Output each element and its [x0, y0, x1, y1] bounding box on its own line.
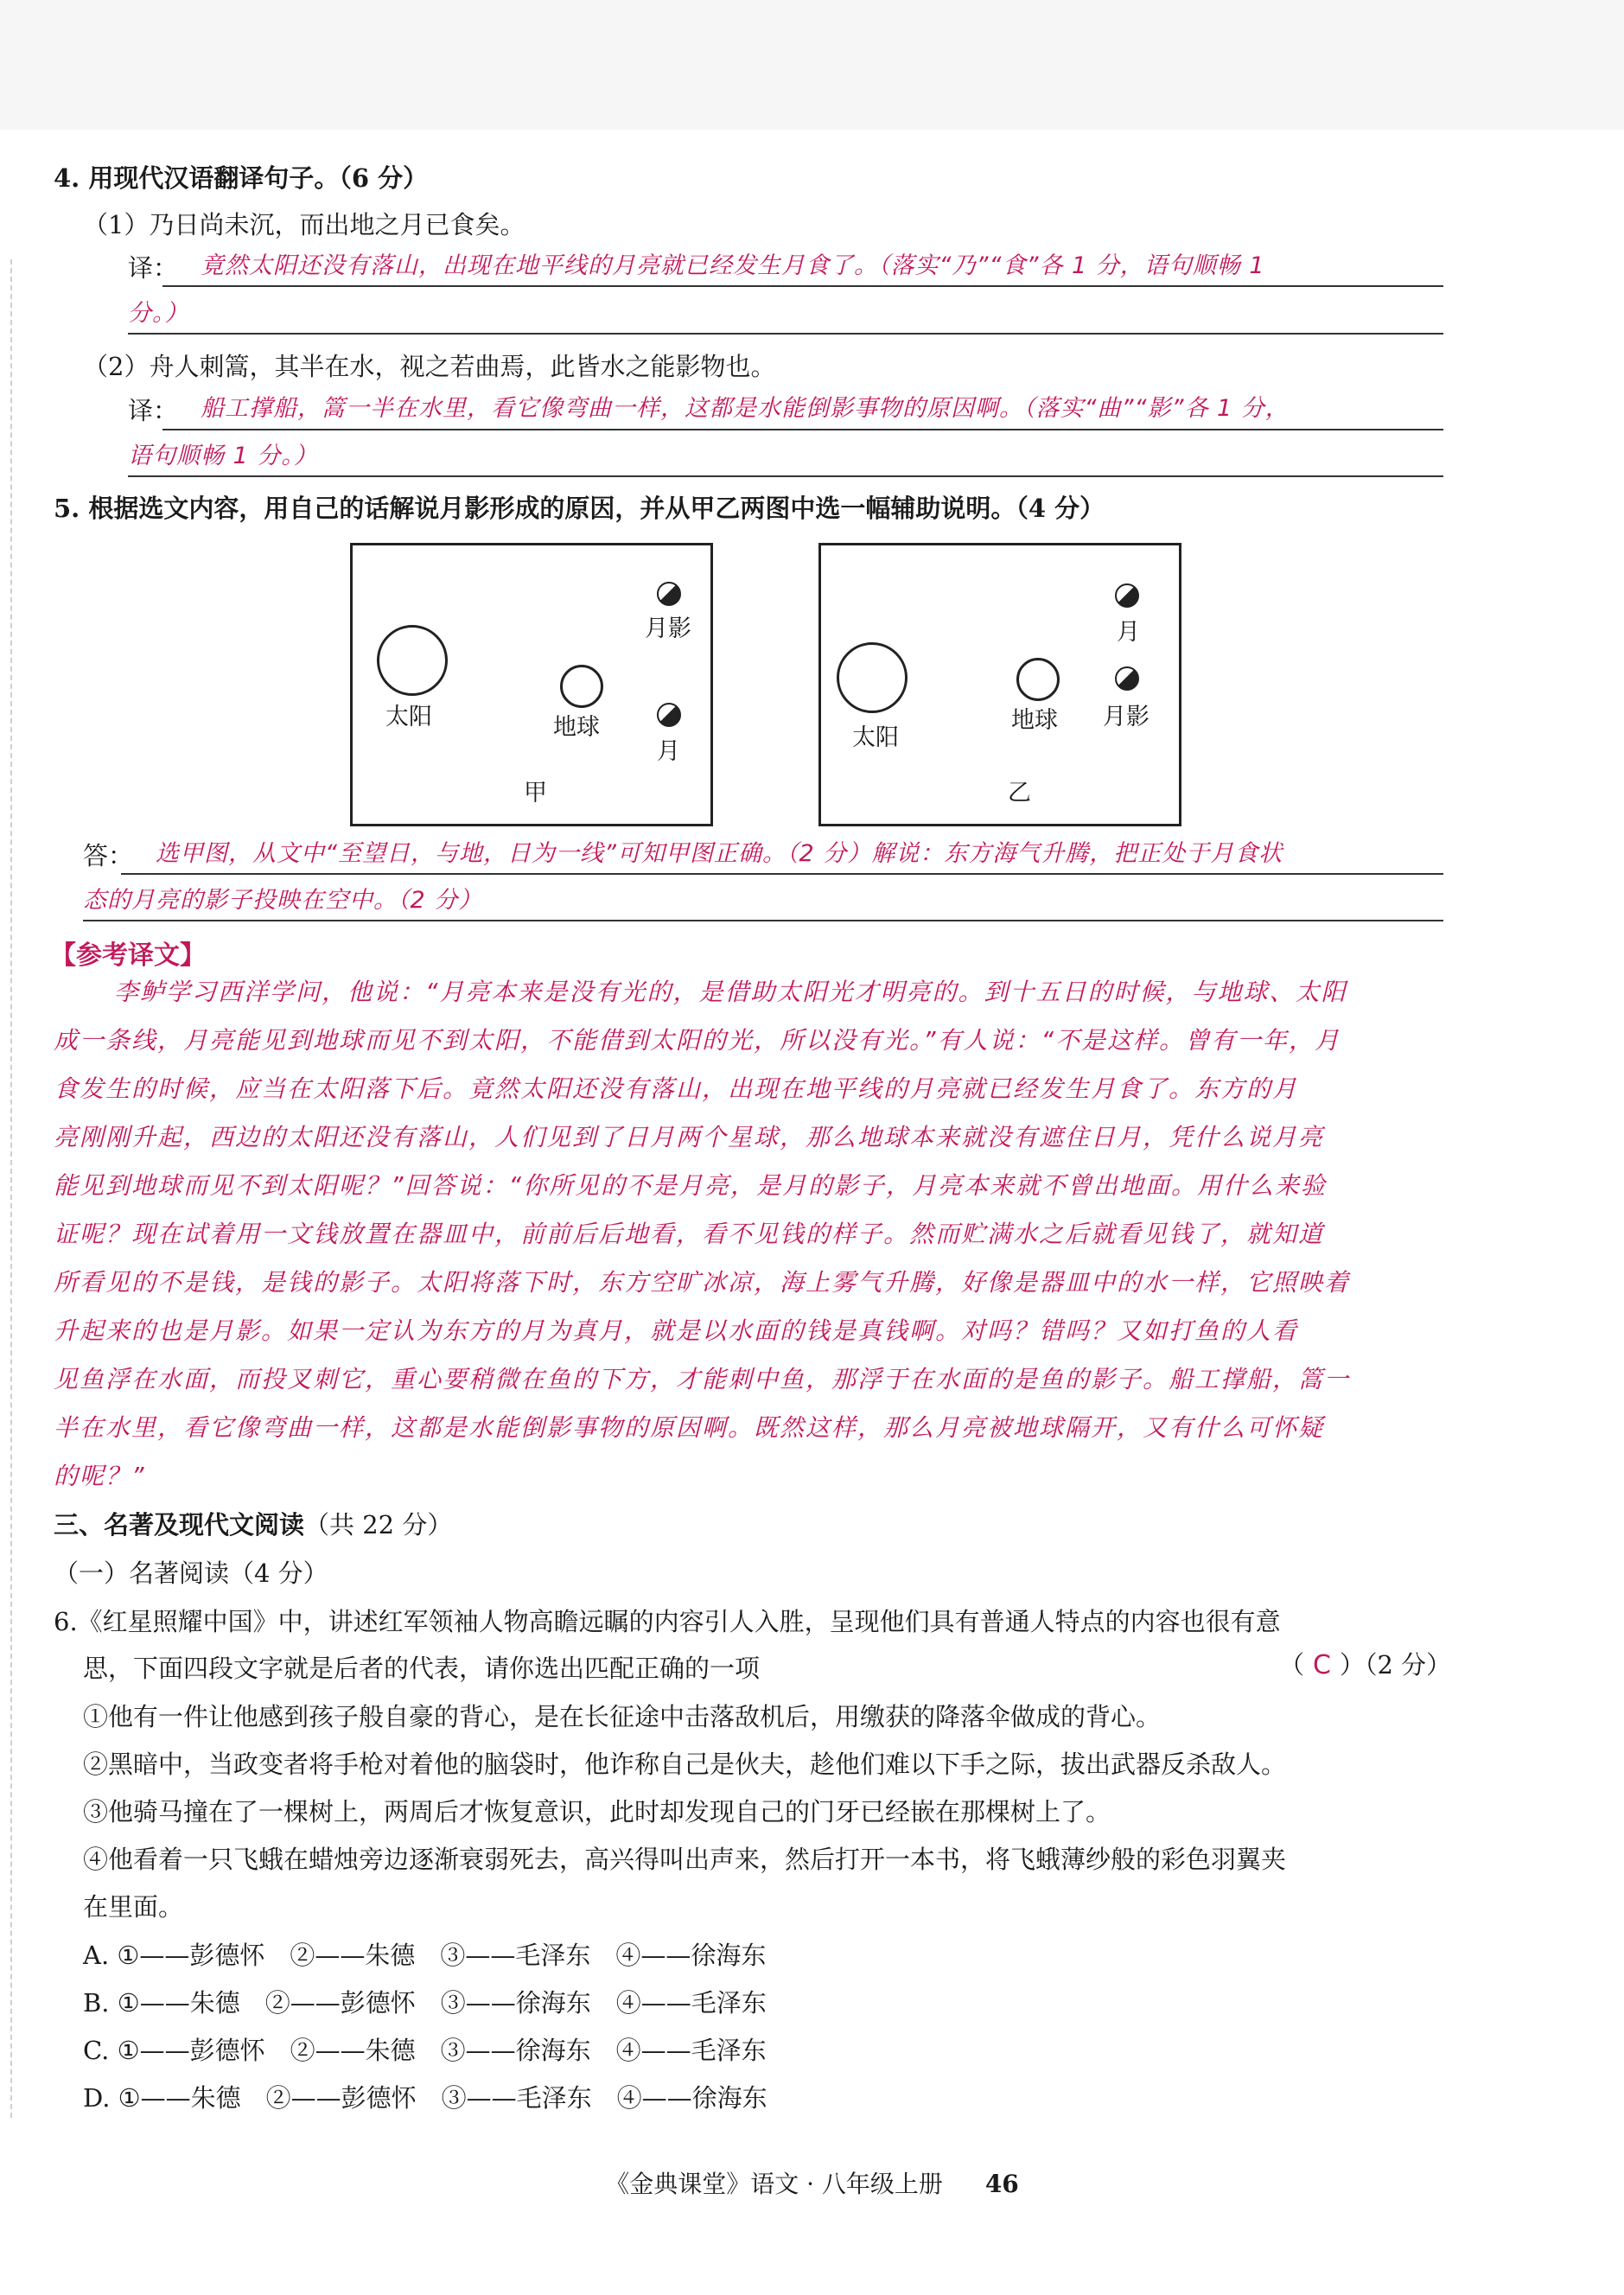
answer-rule — [128, 475, 1443, 477]
q4-answer-2a: 船工撑船，篙一半在水里，看它像弯曲一样，这都是水能倒影事物的原因啊。（落实“曲”“影”各 1 分， — [201, 395, 1290, 422]
section-3-subtitle: （一）名著阅读（4 分） — [54, 1559, 328, 1588]
q6-option-a: A. ①——彭德怀 ②——朱德 ③——毛泽东 ④——徐海东 — [83, 1941, 767, 1970]
q6-option-c: C. ①——彭德怀 ②——朱德 ③——徐海东 ④——毛泽东 — [83, 2036, 767, 2065]
section-3-score: （共 22 分） — [304, 1510, 453, 1540]
q6-item: ③他骑马撞在了一棵树上，两周后才恢复意识，此时却发现自己的门牙已经嵌在那棵树上了。 — [83, 1797, 1111, 1826]
q4-title: 4. 用现代汉语翻译句子。（6 分） — [54, 163, 429, 193]
reference-line: 半在水里，看它像弯曲一样，这都是水能倒影事物的原因啊。既然这样，那么月亮被地球隔开，又有什么可怀疑 — [54, 1413, 1325, 1442]
q6-item: ④他看着一只飞蛾在蜡烛旁边逐渐衰弱死去，高兴得叫出声来，然后打开一本书，将飞蛾薄纱般的彩色羽翼夹 — [83, 1845, 1287, 1874]
earth-label: 地球 — [1011, 707, 1058, 734]
binding-edge — [10, 259, 14, 2118]
moon-shadow-label: 月影 — [645, 615, 691, 642]
q6-answer: C — [1313, 1650, 1331, 1680]
reference-line: 李鲈学习西洋学问，他说：“月亮本来是没有光的，是借助太阳光才明亮的。到十五日的时候，与地球、太阳 — [114, 978, 1347, 1006]
q5-answer-a: 选甲图，从文中“至望日，与地，日为一线”可知甲图正确。（2 分）解说：东方海气升腾，把正处于月食状 — [156, 840, 1283, 867]
page-top-band — [0, 0, 1624, 130]
q5-answer-label: 答： — [83, 841, 134, 870]
reference-line: 成一条线，月亮能见到地球而见不到太阳，不能借到太阳的光，所以没有光。”有人说：“不是这样。曾有一年，月 — [54, 1026, 1341, 1055]
reference-line: 升起来的也是月影。如果一定认为东方的月为真月，就是以水面的钱是真钱啊。对吗？错吗？又如打鱼的人看 — [54, 1316, 1299, 1345]
sun-label: 太阳 — [852, 724, 899, 751]
page-footer — [0, 2165, 1624, 2200]
moon-shadow-label: 月影 — [1103, 704, 1150, 730]
reference-line: 亮刚刚升起，西边的太阳还没有落山，人们见到了日月两个星球，那么地球本来就没有遮住日月，凭什么说月亮 — [54, 1123, 1325, 1151]
earth-circle — [560, 665, 603, 708]
q4-answer-1b: 分。） — [128, 300, 189, 327]
answer-rule — [162, 429, 1443, 430]
earth-circle — [1016, 658, 1060, 701]
reference-line: 证呢？现在试着用一文钱放置在器皿中，前前后后地看，看不见钱的样子。然而贮满水之后就看见钱了，就知道 — [54, 1220, 1325, 1248]
q6-option-d: D. ①——朱德 ②——彭德怀 ③——毛泽东 ④——徐海东 — [83, 2083, 767, 2113]
moon-label: 月 — [1117, 619, 1140, 646]
q4-sentence-2: （2）舟人刺篙，其半在水，视之若曲焉，此皆水之能影物也。 — [83, 352, 776, 381]
answer-paren-close: ）（2 分） — [1339, 1650, 1452, 1680]
q4-sentence-1: （1）乃日尚未沉，而出地之月已食矣。 — [83, 210, 525, 239]
q6-item: 在里面。 — [83, 1892, 184, 1922]
sun-circle — [377, 625, 448, 696]
sun-label: 太阳 — [385, 704, 432, 730]
reference-line: 食发生的时候，应当在太阳落下后。竟然太阳还没有落山，出现在地平线的月亮就已经发生月食了。东方的月 — [54, 1074, 1299, 1103]
moon-icon — [1115, 583, 1139, 608]
q4-translation-label-2: 译： — [128, 396, 179, 425]
q6-item: ②黑暗中，当政变者将手枪对着他的脑袋时，他诈称自己是伙夫，趁他们难以下手之际，拔出武器反杀敌人。 — [83, 1750, 1287, 1779]
diagram-caption: 乙 — [1008, 780, 1031, 806]
answer-rule — [128, 333, 1443, 335]
q4-answer-1a: 竟然太阳还没有落山，出现在地平线的月亮就已经发生月食了。（落实“乃”“食”各 1 分，语句顺畅 1 — [201, 252, 1265, 279]
answer-rule — [83, 920, 1443, 921]
q5-title: 5. 根据选文内容，用自己的话解说月影形成的原因，并从甲乙两图中选一幅辅助说明。（4 分） — [54, 494, 1105, 523]
diagram-yi — [818, 543, 1181, 826]
q6-answer-slot — [1279, 1648, 1451, 1683]
reference-line: 所看见的不是钱，是钱的影子。太阳将落下时，东方空旷冰凉，海上雾气升腾，好像是器皿中的水一样，它照映着 — [54, 1268, 1351, 1297]
book-title: 《金典课堂》语文 · 八年级上册 — [605, 2170, 943, 2198]
reference-line: 能见到地球而见不到太阳呢？”回答说：“你所见的不是月亮，是月的影子，月亮本来就不曾出地面。用什么来验 — [54, 1171, 1328, 1200]
q5-answer-b: 态的月亮的影子投映在空中。（2 分） — [83, 887, 483, 914]
diagram-jia — [350, 543, 713, 826]
reference-line: 的呢？” — [54, 1462, 146, 1490]
answer-paren-open: （ — [1279, 1650, 1305, 1680]
q6-line-2: 思，下面四段文字就是后者的代表，请你选出匹配正确的一项 — [83, 1654, 761, 1683]
moon-icon — [657, 703, 681, 727]
answer-rule — [121, 873, 1443, 875]
moon-label: 月 — [657, 738, 680, 765]
section-3-title — [54, 1508, 452, 1542]
answer-rule — [162, 285, 1443, 287]
reference-title: 【参考译文】 — [50, 940, 206, 971]
q4-answer-2b: 语句顺畅 1 分。） — [128, 443, 318, 469]
section-3-heading: 三、名著及现代文阅读 — [54, 1510, 305, 1540]
sun-circle — [837, 642, 908, 713]
earth-label: 地球 — [553, 714, 600, 741]
moon-shadow-icon — [1115, 666, 1139, 691]
page-number: 46 — [984, 2170, 1019, 2198]
q6-item: ①他有一件让他感到孩子般自豪的背心，是在长征途中击落敌机后，用缴获的降落伞做成的背心。 — [83, 1702, 1162, 1731]
q6-option-b: B. ①——朱德 ②——彭德怀 ③——徐海东 ④——毛泽东 — [83, 1988, 767, 2018]
moon-shadow-icon — [657, 582, 681, 606]
diagram-caption: 甲 — [524, 780, 547, 806]
q4-translation-label-1: 译： — [128, 253, 179, 283]
reference-line: 见鱼浮在水面，而投叉刺它，重心要稍微在鱼的下方，才能刺中鱼，那浮于在水面的是鱼的影子。船工撑船，篙一 — [54, 1365, 1351, 1393]
q6-line-1: 6.《红星照耀中国》中，讲述红军领袖人物高瞻远瞩的内容引人入胜，呈现他们具有普通人特点的内容也很有意 — [54, 1607, 1281, 1636]
